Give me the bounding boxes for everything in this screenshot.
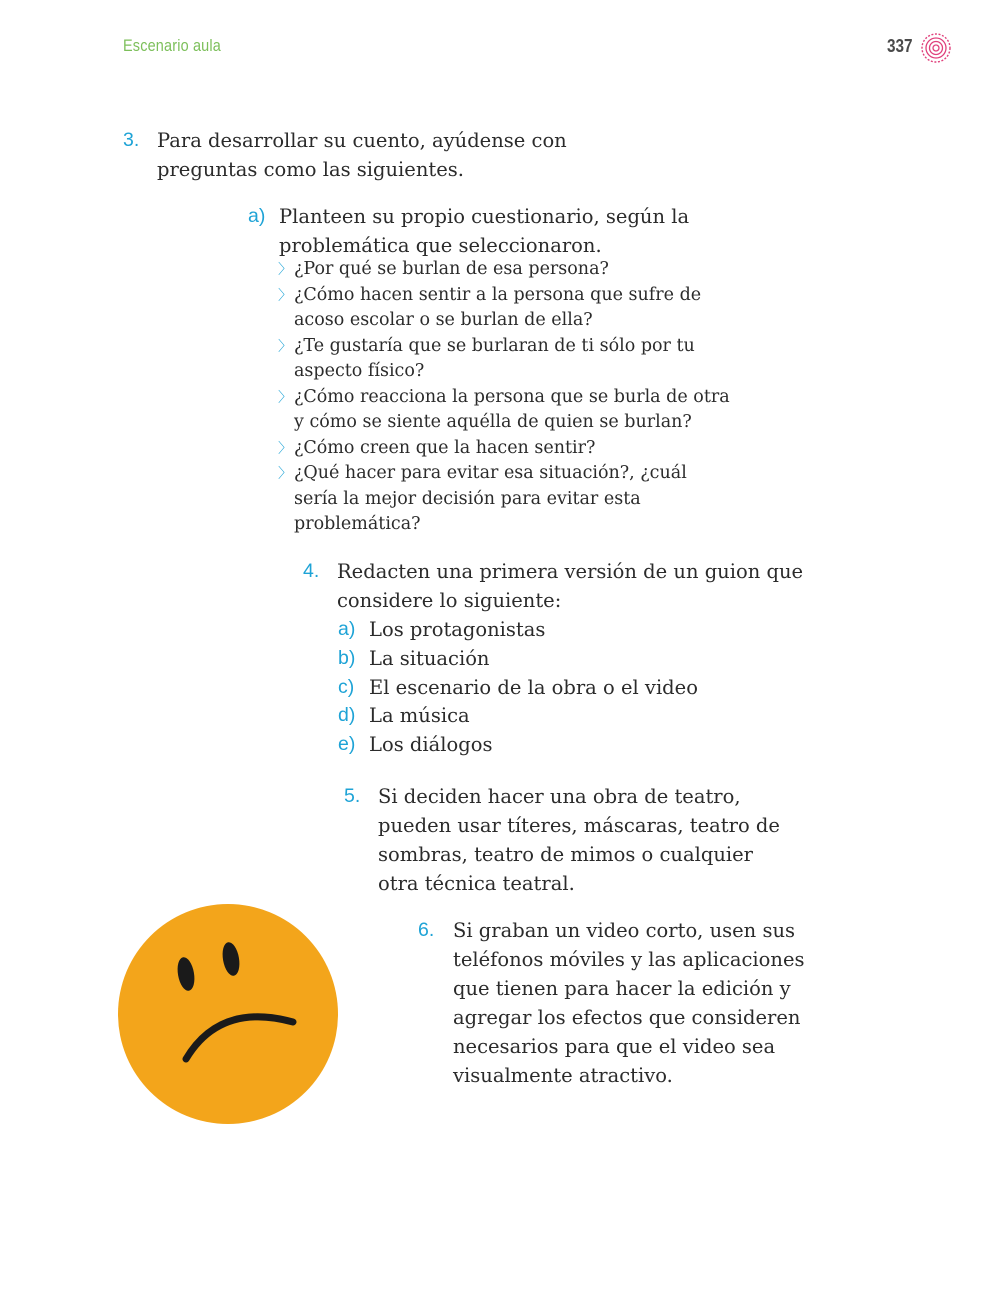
step-number: 3. — [123, 129, 140, 151]
question-line: ¿Cómo reacciona la persona que se burla de otra — [294, 386, 730, 407]
question-line: sería la mejor decisión para evitar esta — [294, 488, 641, 509]
item-text: Los protagonistas — [369, 618, 546, 641]
question-line: ¿Por qué se burlan de esa persona? — [294, 259, 609, 279]
item-letter: b) — [338, 647, 356, 669]
sub-text-line: Planteen su propio cuestionario, según la — [279, 205, 690, 228]
question-line: problemática? — [294, 514, 421, 534]
item-letter: a) — [338, 618, 356, 640]
chevron-right-icon: 〉 — [278, 286, 292, 303]
sub-letter: a) — [248, 205, 266, 227]
sub-text-line: problemática que seleccionaron. — [279, 234, 602, 257]
question-line: acoso escolar o se burlan de ella? — [294, 310, 593, 330]
item-letter: c) — [338, 676, 355, 698]
chevron-right-icon: 〉 — [278, 261, 292, 277]
item-letter: e) — [338, 733, 356, 755]
chevron-right-icon: 〉 — [278, 337, 292, 354]
question-item — [278, 436, 778, 462]
step-text-line: preguntas como las siguientes. — [157, 158, 464, 181]
step-text-line: necesarios para que el video sea — [453, 1035, 776, 1058]
chevron-right-icon: 〉 — [278, 388, 292, 405]
page-number: 337 — [887, 36, 913, 56]
question-line: aspecto físico? — [294, 361, 425, 381]
chevron-right-icon: 〉 — [278, 465, 292, 481]
step-text-line: Redacten una primera versión de un guion que — [337, 560, 804, 583]
question-item — [278, 385, 778, 436]
item-text: La situación — [369, 647, 490, 670]
concentric-circle-ornament-icon — [920, 32, 952, 64]
question-line: ¿Qué hacer para evitar esa situación?, ¿cuál — [294, 463, 687, 483]
chevron-right-icon: 〉 — [278, 439, 292, 456]
question-line: y cómo se siente aquélla de quien se burlan? — [294, 412, 692, 432]
step-text-line: otra técnica teatral. — [378, 872, 575, 895]
question-item — [278, 257, 778, 283]
question-line: ¿Te gustaría que se burlaran de ti sólo por tu — [294, 335, 695, 356]
step-number: 5. — [344, 785, 361, 807]
question-list — [278, 257, 778, 538]
step-text-line: agregar los efectos que consideren — [453, 1006, 801, 1029]
step-text-line: teléfonos móviles y las aplicaciones — [453, 948, 805, 971]
section-title: Escenario aula — [123, 36, 221, 55]
step-text-line: considere lo siguiente: — [337, 589, 562, 612]
item-letter: d) — [338, 704, 356, 726]
step-text-line: Si deciden hacer una obra de teatro, — [378, 785, 741, 808]
step-number: 4. — [303, 560, 320, 582]
sad-face-emoji-icon — [118, 904, 338, 1124]
question-line: ¿Cómo creen que la hacen sentir? — [294, 437, 596, 458]
question-item — [278, 334, 778, 385]
step-text-line: que tienen para hacer la edición y — [453, 977, 791, 1000]
step-number: 6. — [418, 919, 435, 941]
item-text: El escenario de la obra o el video — [369, 676, 698, 699]
question-item — [278, 283, 778, 334]
step-text-line: pueden usar títeres, máscaras, teatro de — [378, 814, 780, 837]
step-text-line: sombras, teatro de mimos o cualquier — [378, 843, 753, 866]
item-text: La música — [369, 704, 470, 727]
step-text-line: visualmente atractivo. — [453, 1064, 673, 1087]
step-text-line: Si graban un video corto, usen sus — [453, 919, 796, 942]
step-text-line: Para desarrollar su cuento, ayúdense con — [157, 129, 567, 152]
item-text: Los diálogos — [369, 733, 493, 756]
question-item — [278, 461, 778, 538]
question-line: ¿Cómo hacen sentir a la persona que sufre de — [294, 284, 702, 305]
